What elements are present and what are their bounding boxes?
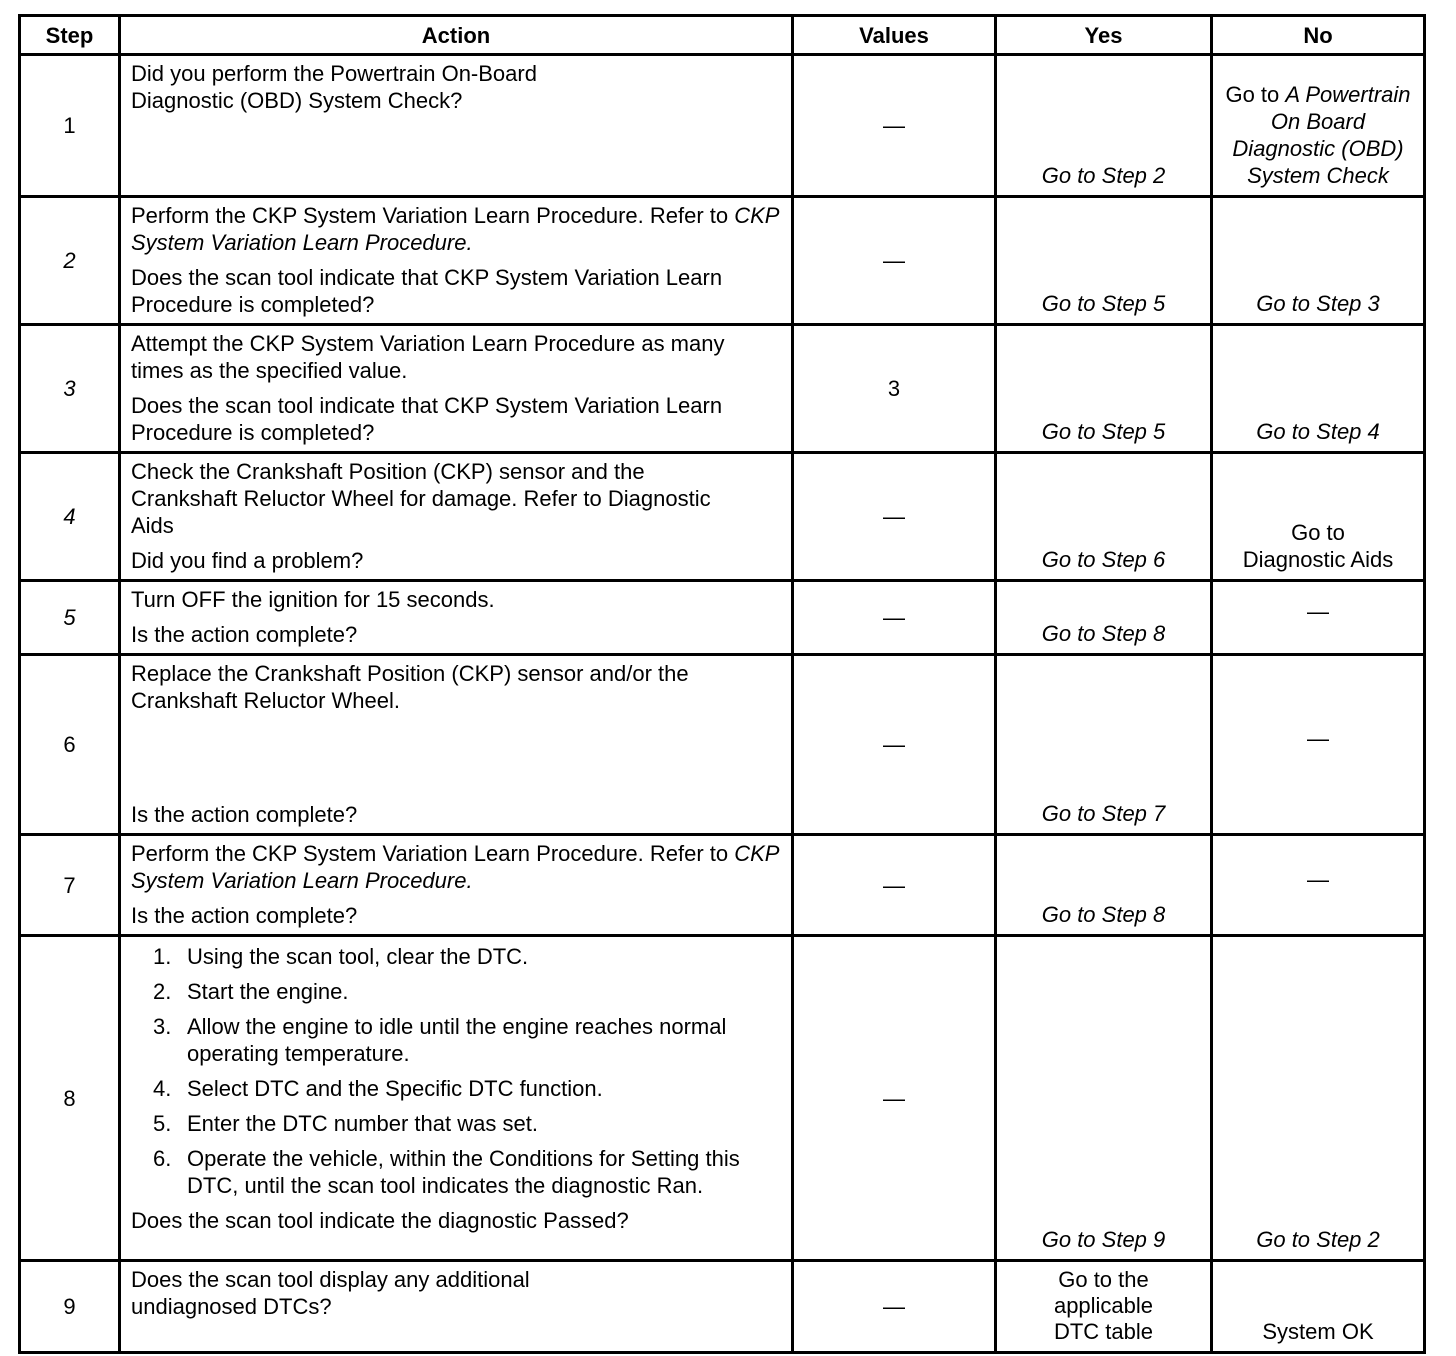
step-number: 3 — [20, 325, 120, 453]
yes-goto[interactable]: Go to Step 2 — [1041, 163, 1166, 188]
yes-cell — [996, 325, 1212, 453]
substep-number: 4. — [153, 1076, 172, 1101]
substep-item — [131, 1013, 781, 1067]
yes-cell — [996, 453, 1212, 581]
value-cell: — — [793, 1261, 996, 1353]
step-number: 8 — [20, 936, 120, 1261]
table-row-step-6 — [20, 655, 1425, 835]
action-text — [131, 202, 781, 256]
table-row-step-7 — [20, 835, 1425, 936]
table-row-step-9 — [20, 1261, 1425, 1353]
action-text: Turn OFF the ignition for 15 seconds. — [131, 587, 495, 612]
procedure-reference[interactable]: CKP System Variation Learn Procedure. — [131, 203, 779, 255]
action-question: Does the scan tool indicate the diagnostic Passed? — [131, 1208, 629, 1233]
action-cell — [120, 936, 793, 1261]
yes-cell — [996, 936, 1212, 1261]
yes-cell — [996, 55, 1212, 197]
action-text — [131, 840, 781, 894]
action-cell — [120, 1261, 793, 1353]
no-prefix: Go to — [1291, 520, 1345, 545]
action-text: Did you perform the Powertrain On-Board Diagnostic (OBD) System Check? — [131, 61, 537, 113]
substep-number: 2. — [153, 979, 172, 1004]
step-number: 2 — [20, 197, 120, 325]
substep-list — [131, 943, 781, 1199]
value-cell: — — [793, 453, 996, 581]
action-question: Does the scan tool indicate that CKP System Variation Learn Procedure is completed? — [131, 265, 723, 317]
action-text: Does the scan tool display any additional undiagnosed DTCs? — [131, 1267, 530, 1319]
substep-text: Allow the engine to idle until the engine reaches normal operating temperature. — [187, 1014, 727, 1066]
step-number: 1 — [20, 55, 120, 197]
step-number: 6 — [20, 655, 120, 835]
action-text: Replace the Crankshaft Position (CKP) sensor and/or the Crankshaft Reluctor Wheel. — [131, 661, 689, 713]
step-number: 9 — [20, 1261, 120, 1353]
no-cell — [1212, 55, 1425, 197]
yes-goto[interactable]: Go to the applicable DTC table — [1053, 1267, 1154, 1344]
header-no: No — [1212, 16, 1425, 55]
substep-text: Start the engine. — [187, 979, 349, 1004]
value-cell: — — [793, 55, 996, 197]
step-number: 4 — [20, 453, 120, 581]
no-cell: — — [1212, 655, 1425, 835]
header-row — [20, 16, 1425, 55]
substep-number: 5. — [153, 1111, 172, 1136]
no-goto-link[interactable]: A Powertrain On Board Diagnostic (OBD) System Check — [1232, 82, 1411, 188]
yes-goto[interactable]: Go to Step 5 — [1041, 291, 1166, 316]
action-cell — [120, 835, 793, 936]
substep-text: Using the scan tool, clear the DTC. — [187, 944, 529, 969]
no-cell — [1212, 936, 1425, 1261]
substep-item — [131, 1110, 781, 1137]
substep-number: 1. — [153, 944, 172, 969]
substep-text: Enter the DTC number that was set. — [187, 1111, 538, 1136]
table-row-step-2 — [20, 197, 1425, 325]
substep-number: 3. — [153, 1014, 172, 1039]
action-cell — [120, 55, 793, 197]
header-values: Values — [793, 16, 996, 55]
yes-goto[interactable]: Go to Step 8 — [1041, 621, 1166, 646]
action-cell — [120, 581, 793, 655]
header-yes: Yes — [996, 16, 1212, 55]
substep-number: 6. — [153, 1146, 172, 1171]
no-prefix: Go to — [1225, 82, 1286, 107]
action-text: Check the Crankshaft Position (CKP) sensor and the Crankshaft Reluctor Wheel for damage. Refer to Diagnostic Aids — [131, 459, 711, 538]
substep-text: Operate the vehicle, within the Conditions for Setting this DTC, until the scan tool indicates the diagnostic Ran. — [187, 1146, 740, 1198]
yes-goto[interactable]: Go to Step 8 — [1041, 902, 1166, 927]
no-cell: System OK — [1212, 1261, 1425, 1353]
action-question: Is the action complete? — [131, 903, 358, 928]
no-goto[interactable]: Go to Step 3 — [1256, 291, 1380, 316]
yes-goto[interactable]: Go to Step 6 — [1041, 547, 1166, 572]
action-question: Is the action complete? — [131, 622, 358, 647]
step-number: 5 — [20, 581, 120, 655]
yes-cell — [996, 197, 1212, 325]
procedure-reference[interactable]: CKP System Variation Learn Procedure. — [131, 841, 779, 893]
yes-goto[interactable]: Go to Step 5 — [1041, 419, 1166, 444]
diagnostic-table — [18, 14, 1426, 1354]
substep-item — [131, 1075, 781, 1102]
yes-cell — [996, 1261, 1212, 1353]
no-cell: — — [1212, 835, 1425, 936]
substep-item — [131, 1145, 781, 1199]
header-step: Step — [20, 16, 120, 55]
action-cell — [120, 453, 793, 581]
no-goto[interactable]: Go to Step 4 — [1256, 419, 1380, 444]
table-row-step-5 — [20, 581, 1425, 655]
no-cell: — — [1212, 581, 1425, 655]
substep-text: Select DTC and the Specific DTC function. — [187, 1076, 603, 1101]
table-row-step-8 — [20, 936, 1425, 1261]
action-question: Is the action complete? — [131, 802, 358, 827]
substep-item — [131, 943, 781, 970]
action-question: Does the scan tool indicate that CKP System Variation Learn Procedure is completed? — [131, 393, 723, 445]
value-cell: 3 — [793, 325, 996, 453]
table-row-step-4 — [20, 453, 1425, 581]
yes-cell — [996, 835, 1212, 936]
action-cell — [120, 197, 793, 325]
action-text: Attempt the CKP System Variation Learn Procedure as many times as the specified value. — [131, 331, 725, 383]
step-number: 7 — [20, 835, 120, 936]
table-row-step-3 — [20, 325, 1425, 453]
header-action: Action — [120, 16, 793, 55]
no-goto[interactable]: Go to Step 2 — [1256, 1227, 1380, 1252]
action-text-part: Perform the CKP System Variation Learn Procedure. Refer to — [131, 841, 735, 866]
value-cell: — — [793, 197, 996, 325]
no-goto-link[interactable]: Diagnostic Aids — [1242, 547, 1394, 572]
value-cell: — — [793, 936, 996, 1261]
value-cell: — — [793, 581, 996, 655]
action-cell — [120, 655, 793, 835]
table-row-step-1 — [20, 55, 1425, 197]
action-question: Did you find a problem? — [131, 548, 364, 573]
substep-item — [131, 978, 781, 1005]
yes-cell — [996, 581, 1212, 655]
no-cell — [1212, 325, 1425, 453]
no-cell — [1212, 197, 1425, 325]
no-cell — [1212, 453, 1425, 581]
value-cell: — — [793, 655, 996, 835]
value-cell: — — [793, 835, 996, 936]
yes-goto[interactable]: Go to Step 9 — [1041, 1227, 1166, 1252]
action-cell — [120, 325, 793, 453]
yes-cell — [996, 655, 1212, 835]
action-text-part: Perform the CKP System Variation Learn Procedure. Refer to — [131, 203, 735, 228]
yes-goto[interactable]: Go to Step 7 — [1041, 801, 1166, 826]
